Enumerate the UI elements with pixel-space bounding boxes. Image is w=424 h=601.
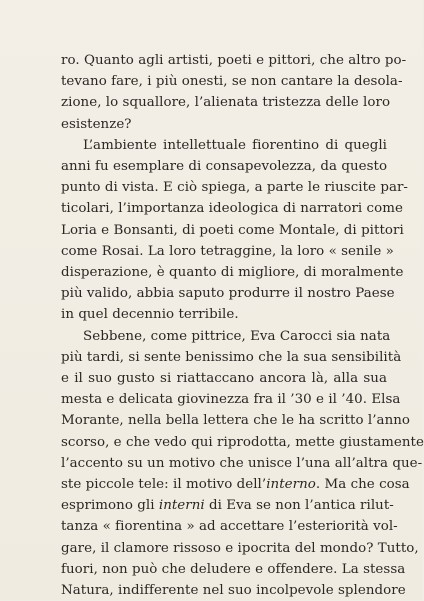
text-line: gare, il clamore rissoso e ipocrita del mondo? Tutto, bbox=[61, 540, 419, 556]
text-line: come Rosai. La loro tetraggine, la loro « senile » bbox=[61, 243, 394, 259]
paragraph bbox=[61, 326, 424, 601]
text-line: Loria e Bonsanti, di poeti come Montale, di pittori bbox=[61, 222, 404, 238]
text-line: scorso, e che vedo qui riprodotta, mette giustamente bbox=[61, 434, 424, 450]
text-line: fuori, non può che deludere e offendere. La stessa bbox=[61, 561, 406, 577]
text-segment: ste piccole tele: il motivo dell’ bbox=[61, 477, 267, 493]
text-line: e il suo gusto si riattaccano ancora là, alla sua bbox=[61, 371, 387, 387]
text-line: disperazione, è quanto di migliore, di moralmente bbox=[61, 265, 404, 281]
text-line: L’ambiente intellettuale fiorentino di quegli bbox=[83, 137, 387, 153]
text-segment: esprimono gli bbox=[61, 498, 159, 514]
text-line: tevano fare, i più onesti, se non cantare la desola- bbox=[61, 74, 403, 90]
text-segment: di Eva se non l’antica rilut- bbox=[204, 498, 394, 514]
text-line: zione, lo squallore, l’alienata tristezza delle loro bbox=[61, 95, 391, 111]
text-line: Sebbene, come pittrice, Eva Carocci sia nata bbox=[83, 328, 391, 344]
text-line: l’accento su un motivo che unisce l’una all’altra que- bbox=[61, 455, 423, 471]
text-line: esistenze? bbox=[61, 116, 132, 132]
text-line: ro. Quanto agli artisti, poeti e pittori, che altro po- bbox=[61, 53, 407, 68]
text-line: ticolari, l’importanza ideologica di narratori come bbox=[61, 201, 403, 217]
text-line bbox=[61, 474, 410, 495]
text-line: tanza « fiorentina » ad accettare l’esteriorità vol- bbox=[61, 519, 398, 535]
italic-term: interno bbox=[266, 477, 316, 493]
text-line: mesta e delicata giovinezza fra il ’30 e il ’40. Elsa bbox=[61, 392, 401, 408]
italic-term: interni bbox=[158, 498, 205, 514]
text-line: più valido, abbia saputo produrre il nostro Paese bbox=[61, 286, 395, 302]
body-text bbox=[61, 50, 424, 601]
text-line: punto di vista. E ciò spiega, a parte le riuscite par- bbox=[61, 180, 409, 196]
text-line: Morante, nella bella lettera che le ha scritto l’anno bbox=[61, 413, 411, 429]
text-segment: . Ma che cosa bbox=[315, 477, 410, 493]
text-line bbox=[61, 495, 394, 516]
text-line: in quel decennio terribile. bbox=[61, 307, 239, 323]
text-line: più tardi, si sente benissimo che la sua sensibilità bbox=[61, 349, 402, 365]
text-line: Natura, indifferente nel suo incolpevole splendore bbox=[61, 583, 406, 599]
paragraph bbox=[61, 50, 407, 135]
paragraph bbox=[61, 135, 409, 326]
text-line: anni fu esemplare di consapevolezza, da questo bbox=[61, 159, 388, 175]
